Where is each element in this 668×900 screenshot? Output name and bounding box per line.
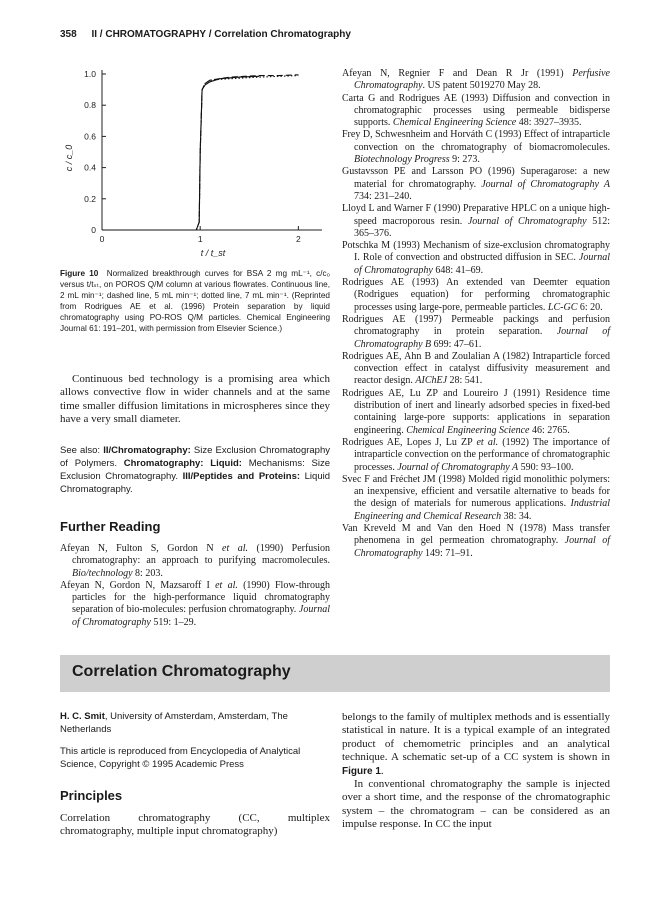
article-title: Correlation Chromatography [72, 663, 291, 680]
x-tick-label: 0 [99, 234, 105, 244]
y-tick-label: 0.6 [84, 131, 96, 142]
see-also [60, 444, 330, 496]
figure-caption-text: Normalized breakthrough curves for BSA 2 mg mL⁻¹, c/c₀ versus t/tₛₜ, on POROS Q/M column at various flowrates. Continuous line, 2 mL min⁻¹; dashed line, 5 mL min⁻¹; dotted line, 7 mL min⁻¹. (Reprinted from Rodrigues AE et al. (1996) Protein separation by liquid chromatography using PO-ROS Q/M particles. Chemical Engineering Journal 61: 191–201, with permission from Elsevier Science.) [60, 269, 330, 333]
reference-journal: Perfusive Chromatography [354, 68, 610, 92]
reference-item [342, 166, 610, 203]
reference-journal: Biotechnology Progress [354, 154, 450, 166]
reference-item [342, 93, 610, 130]
reference-volume: 9: 273. [449, 154, 480, 166]
reference-volume: . US patent 5019270 May 28. [422, 80, 541, 92]
series-line-solid [102, 76, 259, 230]
reference-item [60, 543, 330, 580]
reference-volume: 512: 365–376. [354, 215, 610, 239]
principles-left [60, 812, 330, 839]
reference-volume: 6: 20. [577, 301, 603, 313]
left-column-body [60, 373, 330, 427]
reference-item [342, 523, 610, 560]
reference-volume: 519: 1–29. [150, 616, 197, 628]
reference-journal: Chemical Engineering Science [406, 424, 530, 436]
reference-volume: 734: 231–240. [354, 190, 412, 202]
reference-journal: Journal of Chromatography [354, 535, 611, 559]
reference-item [342, 437, 610, 474]
see-also-label: See also: [60, 445, 101, 456]
see-also-bold-3[interactable]: III/Peptides and Proteins: [182, 471, 301, 482]
series-line-dotted [102, 76, 298, 230]
reference-authors: Gustavsson PE and Larsson PO (1996) Superagarose: a new material for chromatography. [342, 166, 610, 190]
reference-item [60, 580, 330, 629]
chart-series [102, 75, 298, 230]
reference-item [342, 351, 610, 388]
reference-journal: Chemical Engineering Science [392, 117, 517, 129]
y-tick-label: 0.2 [84, 193, 96, 204]
author-affiliation: , University of Amsterdam, Amsterdam, The Netherlands [60, 711, 288, 735]
reference-etal: et al. [215, 579, 238, 591]
reference-item [342, 474, 610, 523]
reference-journal: Journal of Chromatography [72, 604, 330, 628]
reproduction-note-wrap [60, 745, 330, 771]
further-reading-left [60, 543, 330, 629]
reference-volume: 590: 93–100. [518, 461, 574, 473]
principles-right-paragraph-2: In conventional chromatography the sample is injected over a short time, and the response of the chromatographic system – the chromatogram – can be considered as an impulse response. In CC the input [342, 778, 610, 831]
reproduction-note: This article is reproduced from Encyclopedia of Analytical Science, Copyright © 1995 Academic Press [60, 746, 301, 770]
reference-authors: Potschka M (1993) Mechanism of size-exclusion chromatography I. Role of convection and obstructed diffusion in SEC. [342, 240, 610, 264]
p1-text-b: . [380, 764, 384, 777]
reference-authors: Rodrigues AE (1997) Permeable packings and perfusion chromatography in protein separation. [342, 313, 610, 338]
reference-journal: Journal of Chromatography A [481, 178, 610, 190]
reference-authors: Rodrigues AE, Lu ZP and Loureiro J (1991) Residence time distribution of inert and linearly adsorbed species in fixed-bed containing large-pore supports: applications in separation engineering. [342, 387, 610, 436]
reference-item [342, 277, 610, 314]
reference-authors: Afeyan N, Fulton S, Gordon N [60, 543, 223, 554]
reference-journal: Journal of Chromatography [354, 252, 610, 276]
reference-volume: 8: 203. [132, 567, 163, 579]
reference-journal: AIChEJ [415, 375, 448, 387]
chart-ticks [84, 69, 301, 244]
reference-item [342, 68, 610, 93]
y-axis-label: c / c_0 [64, 144, 74, 172]
running-header [60, 29, 351, 40]
x-tick-label: 2 [295, 234, 301, 244]
further-reading-heading-wrap [60, 519, 330, 534]
reference-volume: 149: 71–91. [422, 547, 473, 559]
reference-title: (1990) Flow-through particles for the high-performance liquid chromatography separation of bio-molecules: perfusion chromatography. [72, 579, 330, 616]
reference-volume: 46: 2765. [529, 424, 570, 436]
further-reading-right [342, 68, 610, 560]
reference-journal: Journal of Chromatography [467, 215, 587, 227]
further-reading-heading: Further Reading [60, 519, 161, 534]
see-also-text-3: Liquid Chromatography. [60, 471, 330, 495]
reference-journal: Journal of Chromatography B [354, 326, 610, 350]
reference-item [342, 314, 610, 351]
reference-title: (1990) Perfusion chromatography: an approach to purifying macromolecules. [72, 543, 330, 567]
author-name: H. C. Smit [60, 711, 105, 722]
reference-volume: 48: 3927–3935. [516, 117, 582, 129]
reference-journal: Bio/technology [72, 567, 133, 579]
reference-item [342, 203, 610, 240]
principles-left-paragraph: Correlation chromatography (CC, multiplex chromatography, multiple input chromatography) [60, 812, 330, 838]
reference-authors: Afeyan N, Regnier F and Dean R Jr (1991) [342, 68, 573, 79]
reference-authors: Carta G and Rodrigues AE (1993) Diffusion and convection in chromatographic processes using permeable bidisperse supports. [342, 92, 610, 129]
see-also-bold-2[interactable]: Chromatography: Liquid: [123, 458, 242, 469]
reference-authors: Rodrigues AE, Ahn B and Zoulalian A (1982) Intraparticle forced convection effect in catalyst diffusivity measurement and reactor design. [342, 350, 610, 387]
body-paragraph: Continuous bed technology is a promising area which allows convective flow in wider channels and at the same time smaller diffusion limitations in microspheres since they have a very small diameter. [60, 373, 330, 426]
figure-label: Figure 10 [60, 269, 99, 278]
x-tick-label: 1 [197, 234, 203, 244]
page-number: 358 [60, 29, 77, 40]
reference-journal: Industrial Engineering and Chemical Research [354, 498, 610, 522]
reference-journal: LC-GC [547, 301, 578, 313]
y-tick-label: 0 [91, 225, 96, 235]
reference-volume: 28: 541. [447, 375, 483, 387]
reference-authors: Rodrigues AE, Lopes J, Lu ZP [342, 436, 477, 448]
reference-etal: et al. [476, 436, 499, 448]
see-also-text-1: Size Exclusion Chromatography of Polymers. [60, 445, 330, 469]
principles-right [342, 711, 610, 832]
breakthrough-chart [56, 58, 336, 270]
reference-journal: Journal of Chromatography A [397, 461, 519, 473]
reference-volume: 38: 34. [501, 510, 532, 522]
p1-text-a: belongs to the family of multiplex methods and is essentially statistical in nature. It is a typical example of an integrated product of chemometric principles and an analytical technique. A schematic set-up of a CC system is shown in [342, 711, 610, 764]
principles-right-paragraph-1 [342, 711, 610, 778]
author-block [60, 711, 330, 736]
see-also-bold-1[interactable]: II/Chromatography: [103, 445, 191, 456]
y-tick-label: 0.8 [84, 100, 96, 111]
reference-title: (1992) The importance of intraparticle convection on the performance of chromatographic processes. [354, 436, 611, 473]
reference-item [342, 240, 610, 277]
article-banner [60, 655, 610, 692]
reference-item [342, 388, 610, 437]
running-title: II / CHROMATOGRAPHY / Correlation Chromatography [91, 29, 351, 40]
figure-caption [60, 268, 330, 334]
reference-authors: Van Kreveld M and Van den Hoed N (1978) Mass transfer phenomena in gel permeation chromatography. [342, 522, 610, 547]
see-also-text-2: Mechanisms: Size Exclusion Chromatography. [60, 458, 330, 482]
reference-authors: Lloyd L and Warner F (1990) Preparative HPLC on a unique high-speed macroporous resin. [342, 203, 610, 227]
chart-axes [102, 70, 322, 230]
x-axis-label: t / t_st [200, 248, 226, 258]
principles-heading: Principles [60, 788, 123, 803]
reference-authors: Rodrigues AE (1993) An extended van Deemter equation (Rodrigues equation) for performing chromatographic processes using large-pore, permeable particles. [342, 277, 610, 313]
reference-authors: Frey D, Schwesnheim and Horváth C (1993) Effect of intraparticle convection on the chromatography of biomacromolecules. [342, 129, 610, 153]
reference-item [342, 129, 610, 166]
reference-etal: et al. [222, 543, 249, 554]
reference-authors: Afeyan N, Gordon N, Mazsaroff I [60, 579, 216, 591]
reference-volume: 648: 41–69. [432, 264, 484, 276]
reference-volume: 699: 47–61. [431, 338, 482, 350]
figure-1-link[interactable]: Figure 1 [342, 765, 381, 777]
principles-heading-wrap [60, 788, 330, 803]
reference-authors: Svec F and Fréchet JM (1998) Molded rigid monolithic polymers: an inexpensive, efficient and versatile alternative to beads for the design of materials for numerous applications. [342, 473, 610, 510]
y-tick-label: 1.0 [84, 69, 96, 79]
y-tick-label: 0.4 [84, 162, 96, 173]
